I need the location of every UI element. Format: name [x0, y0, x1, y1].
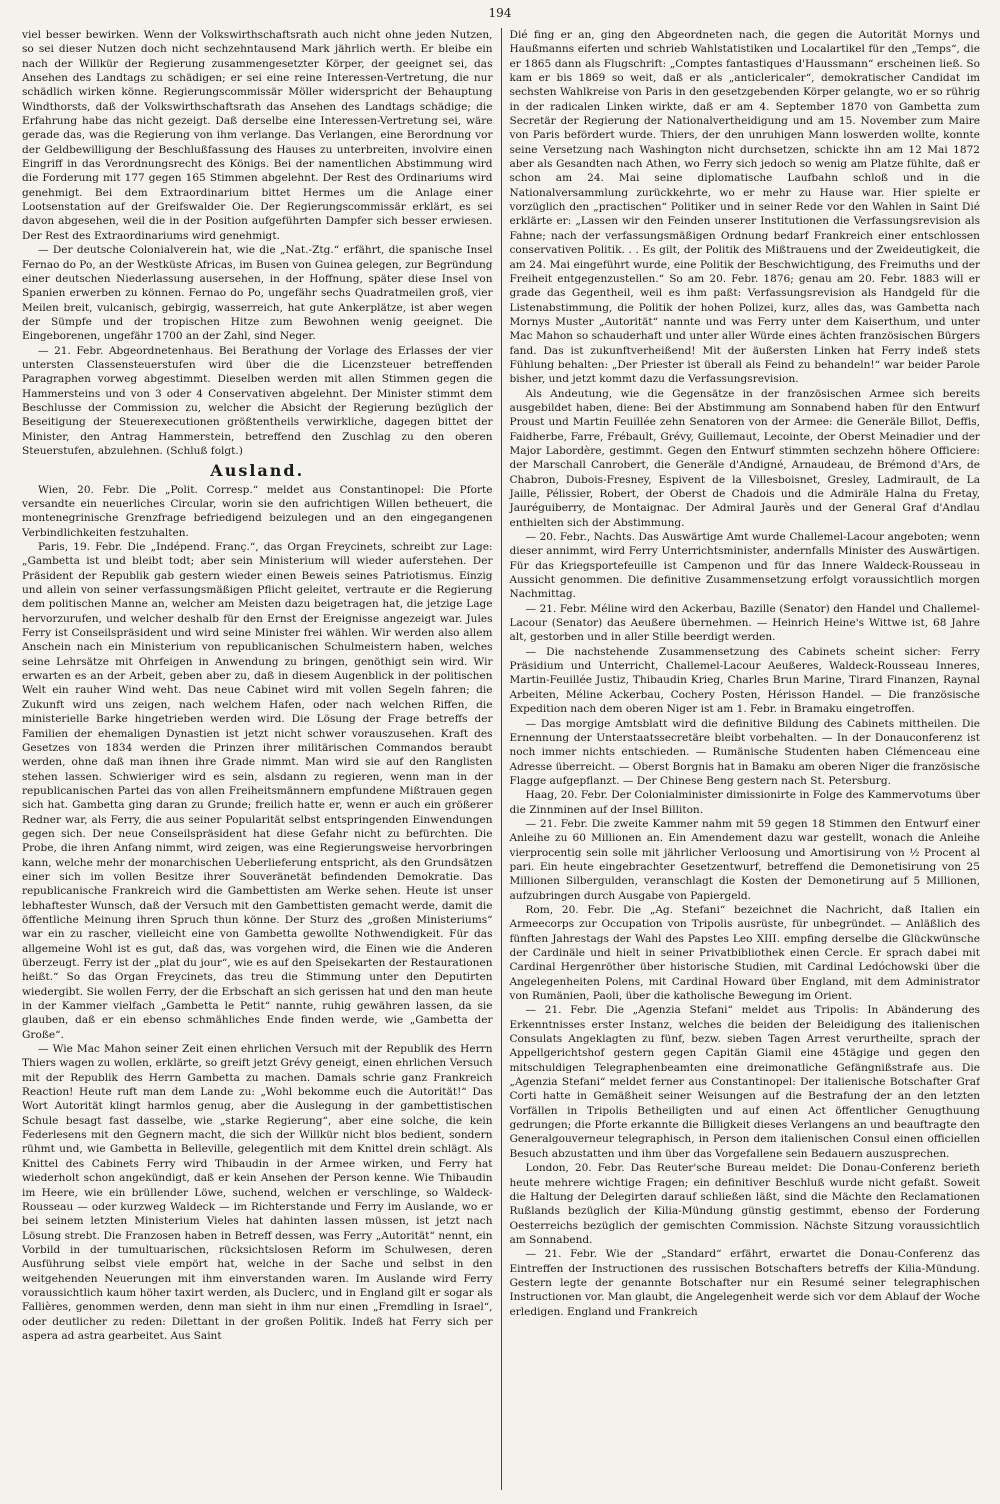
article-paragraph: Als Andeutung, wie die Gegensätze in der französischen Armee sich bereits ausgebildet haben, diene: Bei der Abstimmung am Sonnabend haben für den Entwurf Proust und Martin Feuillée zehn Senatoren von der Armee: die Generäle Billot, Deffis, Faidherbe, Farre, Frébault, Grévy, Guillemaut, Lecointe, der Oberst Meinadier und der Major Labordère, gestimmt. Gegen den Entwurf stimmten sechzehn höhere Officiere: der Marschall Canrobert, die Generäle d'Andigné, Arnaudeau, de Brémond d'Ars, de Chabron, Dubois-Fresney, Espivent de la Villesboisnet, Gresley, Ladmirault, de La Jaille, Pélissier, Robert, der Oberst de Chadois und die Admiräle Halna du Fretay, Jauréguiberry, de Montaignac. Der Admiral Jaurès und der General Graf d'Andlau enthielten sich der Abstimmung.	[509, 387, 980, 529]
article-paragraph: — 21. Febr. Die zweite Kammer nahm mit 59 gegen 18 Stimmen den Entwurf einer Anleihe zu 60 Millionen an. Ein Amendement dazu war gestellt, wonach die Anleihe vierprocentig sein solle mit jährlicher Verloosung und Amortisirung von ½ Procent al pari. Ein heute eingebrachter Gesetzentwurf, betreffend die Demonetisirung von 25 Millionen Silbergulden, veranschlagt die Kosten der Demonetirung auf 5 Millionen, aufzubringen durch Ausgabe von Papiergeld.	[509, 817, 980, 902]
article-paragraph: — 21. Febr. Méline wird den Ackerbau, Bazille (Senator) den Handel und Challemel-Lacour (Senator) das Aeußere übernehmen. — Heinrich Heine's Wittwe ist, 68 Jahre alt, gestorben und in aller Stille beerdigt werden.	[509, 602, 980, 644]
article-paragraph: — 21. Febr. Abgeordnetenhaus. Bei Berathung der Vorlage des Erlasses der vier untersten Classensteuerstufen wird über die die Licenzsteuer betreffenden Paragraphen vorweg abgestimmt. Dieselben werden mit allen Stimmen gegen die Hammersteins und von 3 oder 4 Conservativen abgelehnt. Der Minister stimmt dem Beschlusse der Commission zu, welcher die Absicht der Regierung bezüglich der Beseitigung der Steuerexecutionen größtentheils verwirkliche, dagegen bittet der Minister, den Antrag Hammerstein, betreffend den Zuschlag zu den oberen Steuerstufen, abzulehnen. (Schluß folgt.)	[22, 344, 493, 457]
article-paragraph: Wien, 20. Febr. Die „Polit. Corresp.“ meldet aus Constantinopel: Die Pforte versandte ein neuerliches Circular, worin sie den aufrichtigen Willen betheuert, die montenegrinische Grenzfrage befriedigend beizulegen und an den eingegangenen Verbindlichkeiten festzuhalten.	[22, 483, 493, 539]
article-paragraph: Dié fing er an, ging den Abgeordneten nach, die gegen die Autorität Mornys und Haußmanns eiferten und schrieb Wahlstatistiken und Localartikel für den „Temps“, die er 1865 dann als Flugschrift: „Comptes fantastiques d'Haussmann“ erscheinen ließ. So kam er bis 1869 so weit, daß er als „anticlericaler“, demokratischer Candidat im sechsten Wahlkreise von Paris in den gesetzgebenden Körper gelangte, wo er so rührig in der radicalen Linken wirkte, daß er am 4. September 1870 von Gambetta zum Secretär der Regierung der Nationalvertheidigung und am 15. November zum Maire von Paris befördert wurde. Thiers, der den unruhigen Mann loswerden wollte, konnte seine Versetzung nach Washington nicht durchsetzen, schickte ihn am 12 Mai 1872 aber als Gesandten nach Athen, wo Ferry sich jedoch so wenig am Platze fühlte, daß er schon am 24. Mai seine diplomatische Laufbahn schloß und in die Nationalversammlung zurückkehrte, wo er mehr zu Hause war. Hier spielte er vorzüglich den „practischen“ Politiker und in seiner Rede vor den Wahlen in Saint Dié erklärte er: „Lassen wir den Feinden unserer Institutionen die Verfassungsrevision als Fahne; nach der verfassungsmäßigen Ordnung bedarf Frankreich einer entschlossen conservativen Politik. . . Es gilt, der Politik des Mißtrauens und der Zweideutigkeit, die am 24. Mai eingeführt wurde, eine Politik der Beschwichtigung, des Freimuths und der Freiheit entgegenzustellen.“ So am 20. Febr. 1876; genau am 20. Febr. 1883 will er grade das Gegentheil, weil es ihm paßt: Verfassungsrevision als Handgeld für die Listenabstimmung, die Politik der hohen Polizei, kurz, alles das, was Gambetta nach Mornys Muster „Autorität“ nannte und was Ferry unter dem Kaiserthum, und unter Mac Mahon so schauderhaft und unter aller Würde eines ächten französischen Bürgers fand. Das ist zukunftverheißend! Mit der äußersten Linken hat Ferry indeß stets Fühlung behalten: „Der Priester ist überall als Feind zu behandeln!“ war beider Parole bisher, und jetzt kommt dazu die Verfassungsrevision.	[509, 29, 980, 386]
columns	[22, 28, 980, 1490]
article-paragraph: — Der deutsche Colonialverein hat, wie die „Nat.-Ztg.“ erfährt, die spanische Insel Fernao do Po, an der Westküste Africas, im Busen von Guinea gelegen, zur Begründung einer deutschen Niederlassung ausersehen, in der Hoffnung, später diese Insel von Spanien erwerben zu können. Fernao do Po, ungefähr sechs Quadratmeilen groß, vier Meilen breit, vulcanisch, gebirgig, wasserreich, hat gute Ankerplätze, ist aber wegen der Sümpfe und der tropischen Hitze zum Bewohnen wenig geeignet. Die Eingeborenen, ungefähr 1700 an der Zahl, sind Neger.	[22, 244, 493, 343]
page-number: 194	[488, 6, 512, 20]
article-paragraph: — Die nachstehende Zusammensetzung des Cabinets scheint sicher: Ferry Präsidium und Unterricht, Challemel-Lacour Aeußeres, Waldeck-Rousseau Inneres, Martin-Feuillée Justiz, Thibaudin Krieg, Charles Brun Marine, Tirard Finanzen, Raynal Arbeiten, Méline Ackerbau, Cochery Posten, Hérisson Handel. — Die französische Expedition nach dem oberen Niger ist am 1. Febr. in Bramaku eingetroffen.	[509, 645, 980, 716]
left-column	[22, 28, 493, 1490]
column-divider	[501, 28, 502, 1490]
article-paragraph: — Das morgige Amtsblatt wird die definitive Bildung des Cabinets mittheilen. Die Ernennung der Unterstaatssecretäre bleibt vorbehalten. — In der Donauconferenz ist noch immer nichts entschieden. — Rumänische Studenten haben Clémenceau eine Adresse überreicht. — Oberst Borgnis hat in Bamaku am oberen Niger die französische Flagge aufgepflanzt. — Der Chinese Beng gestern nach St. Petersburg.	[509, 717, 980, 787]
article-paragraph: — Wie Mac Mahon seiner Zeit einen ehrlichen Versuch mit der Republik des Herrn Thiers wagen zu wollen, erklärte, so greift jetzt Grévy geneigt, einen ehrlichen Versuch mit der Republik des Herrn Gambetta zu machen. Damals schrie ganz Frankreich Reaction! Heute ruft man dem Lande zu: „Wohl bekomme euch die Autorität!“ Das Wort Autorität klingt harmlos genug, aber die Auslegung in der gambettistischen Schule besagt fast dasselbe, wie „starke Regierung“, aber eine solche, die kein Federlesens mit den Gegnern macht, die sich der Willkür nicht blos bedient, sondern rühmt und, wie Gambetta in Belleville, gelegentlich mit dem Knittel drein schlägt. Als Knittel des Cabinets Ferry wird Thibaudin in der Armee wirken, und Ferry hat wiederholt schon angekündigt, daß er kein Ansehen der Person kenne. Wie Thibaudin im Heere, wie ein brüllender Löwe, suchend, welchen er verschlinge, so Waldeck-Rousseau — oder kurzweg Waldeck — im Richterstande und Ferry im Auslande, wo er bei seinem letzten Ministerium Vieles hat dahinten lassen müssen, ist jetzt nach Lösung strebt. Die Franzosen haben in Betreff dessen, was Ferry „Autorität“ nennt, ein Vorbild in der tumultuarischen, rücksichtslosen Reform im Schulwesen, deren Ausführung selbst viele empört hat, welche in der Sache und selbst in den weitgehenden Neuerungen mit ihm einverstanden waren. Im Auslande wird Ferry voraussichtlich kaum höher taxirt werden, als Duclerc, und in England gilt er sogar als Fallières, genommen werden, denn man sieht in ihm nur einen „Fremdling in Israel“, oder deutlicher zu reden: Dilettant in der großen Politik. Indeß hat Ferry sich per aspera ad astra gearbeitet. Aus Saint	[22, 1043, 493, 1342]
article-paragraph: — 20. Febr., Nachts. Das Auswärtige Amt wurde Challemel-Lacour angeboten; wenn dieser annimmt, wird Ferry Unterrichtsminister, andernfalls Minister des Auswärtigen. Für das Kriegsportefeuille ist Campenon und für das Innere Waldeck-Rousseau in Aussicht genommen. Die definitive Zusammensetzung erfolgt voraussichtlich morgen Nachmittag.	[509, 531, 980, 601]
article-paragraph: — 21. Febr. Wie der „Standard“ erfährt, erwartet die Donau-Conferenz das Eintreffen der Instructionen des russischen Botschafters betreffs der Kilia-Mündung. Gestern legte der genannte Botschafter nur ein Resumé seiner telegraphischen Instructionen vor. Man glaubt, die Angelegenheit werde sich vor dem Ablauf der Woche erledigen. England und Frankreich	[509, 1248, 980, 1318]
section-heading: Ausland.	[210, 461, 305, 481]
article-paragraph: London, 20. Febr. Das Reuter'sche Bureau meldet: Die Donau-Conferenz berieth heute mehrere wichtige Fragen; ein definitiver Beschluß wurde nicht gefaßt. Soweit die Haltung der Delegirten darauf schließen läßt, sind die Mächte den Reclamationen Rußlands bezüglich der Kilia-Mündung günstig gestimmt, ebenso der Forderung Oesterreichs bezüglich der gemischten Commission. Nächste Sitzung voraussichtlich am Sonnabend.	[509, 1162, 980, 1246]
right-column	[509, 28, 980, 1490]
article-paragraph: Rom, 20. Febr. Die „Ag. Stefani“ bezeichnet die Nachricht, daß Italien ein Armeecorps zur Occupation von Tripolis ausrüste, für unbegründet. — Anläßlich des fünften Jahrestags der Wahl des Papstes Leo XIII. empfing derselbe die Glückwünsche der Cardinäle und hielt in seiner Privatbibliothek einen Cercle. Er sprach dabei mit Cardinal Hergenröther über historische Studien, mit Cardinal Ledóchowski über die Angelegenheiten Polens, mit Cardinal Howard über England, mit dem Administrator von Rumänien, Paoli, über die katholische Bewegung im Orient.	[509, 903, 980, 1003]
article-paragraph: — 21. Febr. Die „Agenzia Stefani“ meldet aus Tripolis: In Abänderung des Erkenntnisses erster Instanz, welches die beiden der Beleidigung des italienischen Consulats Angeklagten zu fünf, bezw. sieben Tagen Arrest verurtheilte, sprach der Appellgerichtshof gestern gegen Capitän Giamil eine 45tägige und gegen den mitschuldigen Telegraphenbeamten eine dreimonatliche Gefängnißstrafe aus. Die „Agenzia Stefani“ meldet ferner aus Constantinopel: Der italienische Botschafter Graf Corti hatte in Gemäßheit seiner Weisungen auf die Bestrafung der an den letzten Vorfällen in Tripolis Betheiligten und auf einen Act öffentlicher Genugthuung gedrungen; die Pforte erkannte die Billigkeit dieses Verlangens an und beauftragte den Generalgouverneur telegraphisch, in Person dem italienischen Consul einen officiellen Besuch abzustatten und ihm über das Vorgefallene sein Bedauern auszusprechen.	[509, 1004, 980, 1160]
article-paragraph: Haag, 20. Febr. Der Colonialminister dimissionirte in Folge des Kammervotums über die Zinnminen auf der Insel Billiton.	[509, 789, 980, 816]
article-paragraph: viel besser bewirken. Wenn der Volkswirthschaftsrath auch nicht ohne jeden Nutzen, so sei dieser Nutzen doch nicht sechzehntausend Mark jährlich werth. Er bleibe ein nach der Willkür der Regierung zusammengesetzter Körper, der geeignet sei, das Ansehen des Landtags zu schädigen; er sei eine reine Interessen-Vertretung, die nur schädlich wirken könne. Regierungscommissär Möller widerspricht der Behauptung Windthorsts, daß der Volkswirthschaftsrath das Ansehen des Landtags schädige; die Erfahrung habe das nicht gezeigt. Daß derselbe eine Interessen-Vertretung sei, wäre gerade das, was die Regierung von ihm verlange. Das Verlangen, eine Berordnung vor der Geldbewilligung der Beschlußfassung des Hauses zu unterbreiten, involvire einen Eingriff in das Verordnungsrecht des Königs. Bei der namentlichen Abstimmung wird die Forderung mit 177 gegen 165 Stimmen abgelehnt. Der Rest des Ordinariums wird genehmigt. Bei dem Extraordinarium bittet Hermes um die Anlage einer Lootsenstation auf der Greifswalder Oie. Der Regierungscommissär erklärt, es sei davon abgesehen, weil die in der Position aufgeführten Dampfer sich besser erwiesen. Der Rest des Extraordinariums wird genehmigt.	[22, 29, 493, 242]
article-paragraph: Paris, 19. Febr. Die „Indépend. Franç.“, das Organ Freycinets, schreibt zur Lage: „Gambetta ist und bleibt todt; aber sein Ministerium will wieder auferstehen. Der Präsident der Republik gab gestern wieder einen Beweis seines Patriotismus. Einzig und allein von seiner verfassungsmäßigen Pflicht geleitet, vertraute er die Regierung dem politischen Manne an, welcher am Meisten dazu beigetragen hat, die jetzige Lage hervorzurufen, und welcher deshalb für den Ernst der Ereignisse angezeigt war. Jules Ferry ist Conseilspräsident und wird seine Minister frei wählen. Wir werden also allem Anschein nach ein Ministerium von republicanischen Schulmeistern haben, welches seine Lehrsätze mit Ohrfeigen in Anwendung zu bringen, genöthigt sein wird. Wir erwarten es an der Arbeit, geben aber zu, daß in diesem Augenblick in der politischen Welt ein rauher Wind weht. Das neue Cabinet wird mit vollen Segeln fahren; die Zukunft wird uns zeigen, nach welchem Hafen, oder nach welchen Riffen, die ministerielle Barke hingetrieben werden wird. Die Lösung der Frage betreffs der Familien der ehemaligen Dynastien ist jetzt nicht schwer vorauszusehen. Kraft des Gesetzes von 1834 werden die Prinzen ihrer militärischen Commandos beraubt werden, ohne daß man ihnen ihre Grade nimmt. Man wird sie auf den Ranglisten stehen lassen. Schwieriger wird es sein, alsdann zu regieren, wenn man in der republicanischen Partei das von allen Freiheitsmännern empfundene Mißtrauen gegen sich hat. Gambetta ging daran zu Grunde; freilich hatte er, wenn er auch ein größerer Redner war, als Ferry, die aus seiner Popularität selbst entspringenden Einwendungen gegen sich. Der neue Conseilspräsident hat diese Gefahr nicht zu befürchten. Die Probe, die ihren Anfang nimmt, wird zeigen, was eine Regierungsweise hervorbringen kann, welche mehr der monarchischen Ueberlieferung entspricht, als den Grundsätzen einer sich im vollen Besitze ihrer Souveränetät befindenden Demokratie. Das republicanische Frankreich wird die Gambettisten am Werke sehen. Heute ist unser lebhaftester Wunsch, daß der Versuch mit den Gambettisten gemacht werde, damit die öffentliche Meinung ihren Spruch thun könne. Der Sturz des „großen Ministeriums“ war ein zu rascher, vielleicht eine von Gambetta gewollte Nothwendigkeit. Für das allgemeine Wohl ist es gut, daß das, was vorgehen wird, die Einen wie die Anderen überzeugt. Ferry ist der „plat du jour“, wie es auf den Speisekarten der Restaurationen heißt.“ So das Organ Freycinets, das treu die Stimmung unter den Deputirten wiedergibt. Sie wollen Ferry, der die Erbschaft an sich gerissen hat und den man heute in der Kammer vielfach „Gambetta le Petit“ nannte, ruhig gewähren lassen, da sie glauben, daß er ein ebenso schmähliches Ende finden werde, wie „Gambetta der Große“.	[22, 541, 493, 1041]
